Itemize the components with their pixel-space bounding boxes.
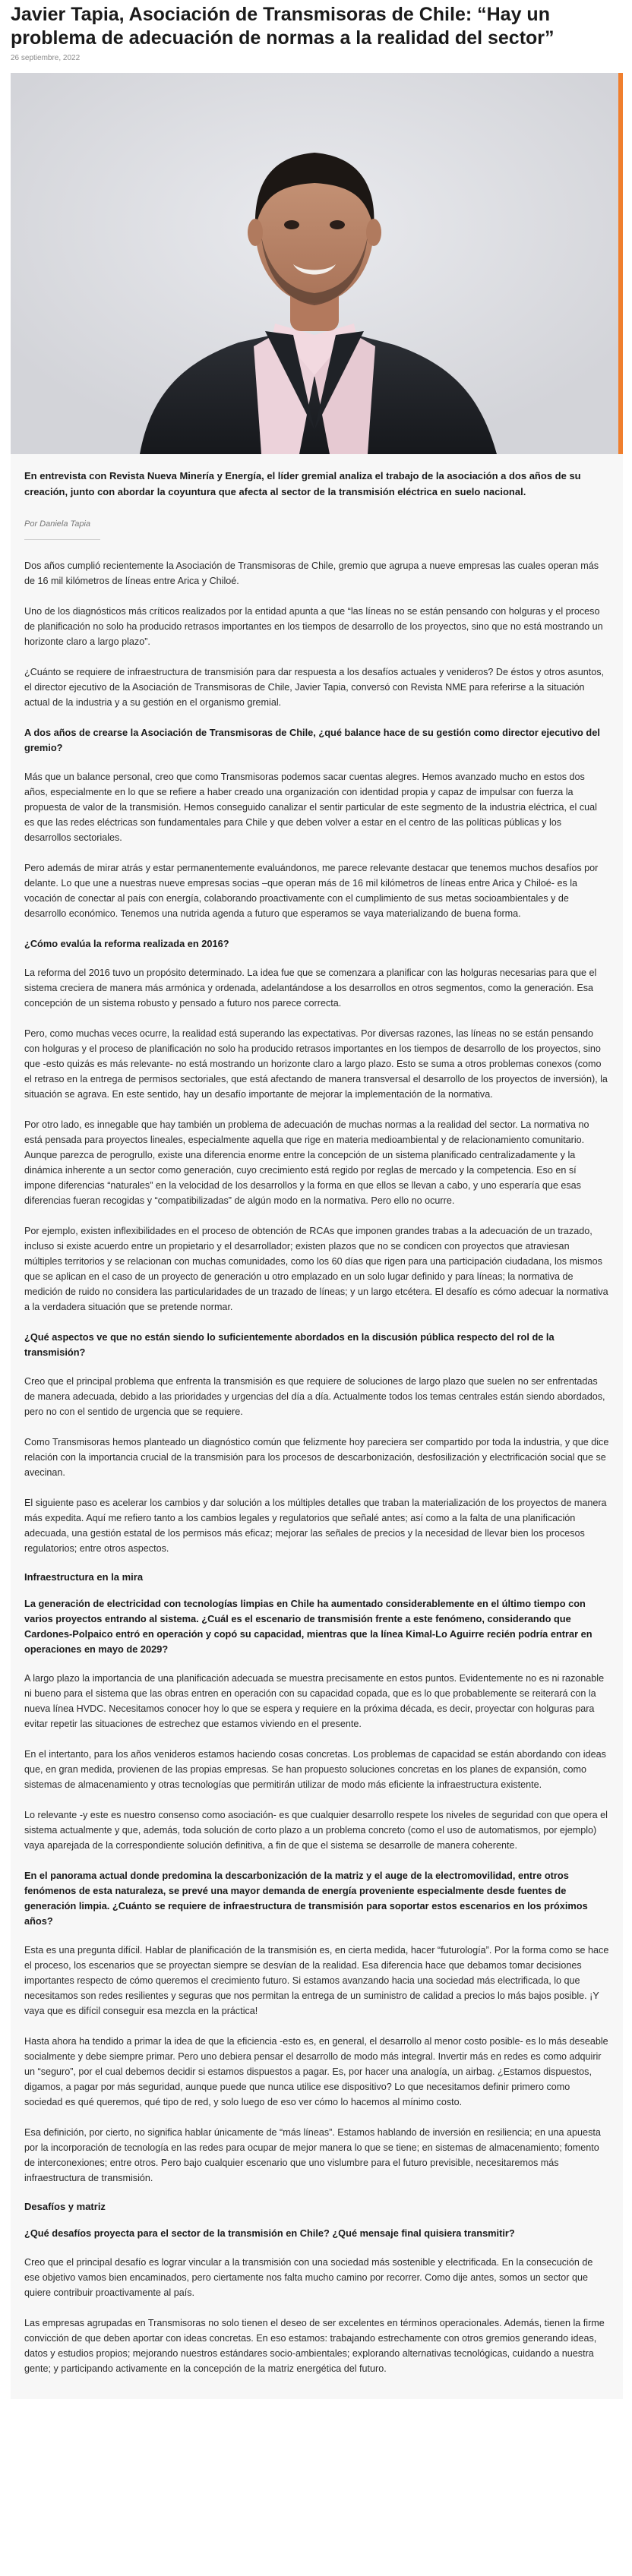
paragraph: La reforma del 2016 tuvo un propósito determinado. La idea fue que se comenzara a planificar con las holguras necesarias para que el sistema creciera de manera más armónica y ordenada, adelantándose a los desarrollos en otros segmentos, como la generación. Esa concepción de un sistema robusto y pensado a futuro nos parece correcta. (24, 968, 597, 1009)
paragraph: Pero, como muchas veces ocurre, la realidad está superando las expectativas. Por diversas razones, las líneas no se están pensando con holguras y el proceso de planificación no solo ha producido retrasos importantes en los tiempos de desarrollo de los proyectos, sino que -esto quizás es más relevante- no está mostrando un horizonte claro a largo plazo. Esto se suma a otros problemas conexos (como el retraso en la entrega de permisos sectoriales, que está afectando de manera transversal el desarrollo de los proyectos de inversión), la situación se agrava. En este sentido, hay un desafío importante de mejorar la implementación de la normativa. (24, 1028, 608, 1100)
paragraph: Creo que el principal problema que enfrenta la transmisión es que requiere de soluciones de largo plazo que suelen no ser enfrentadas de manera adecuada, debido a las prioridades y urgencias del día a día. Actualmente todos los temas centrales están siendo abordados, pero no con el sentido de urgencia que se requiere. (24, 1376, 605, 1417)
paragraph: Esta es una pregunta difícil. Hablar de planificación de la transmisión es, en cierta medida, hacer “futurología”. Por la forma como se hace el proceso, los escenarios que se proyectan siempre se desvían de la realidad. Esa diferencia hace que debamos tomar decisiones importantes respecto de cómo queremos el crecimiento futuro. Si estamos avanzando hacia una sociedad más electrificada, lo que necesitamos son redes resilientes y seguras que nos permitan la entrega de un suministro de calidad a precios lo más bajos posible. ¡Y vaya que es difícil conseguir esa mezcla en la práctica! (24, 1945, 609, 2016)
paragraph: Por ejemplo, existen inflexibilidades en el proceso de obtención de RCAs que imponen grandes trabas a la adecuación de un trazado, incluso si existe acuerdo entre un propietario y el desarrollador; existen plazos que no se condicen con proyectos que atraviesan múltiples territorios y se relacionan con muchas comunidades, como los 60 días que rigen para una participación ciudadana, los mismos que se aplican en el caso de un proyecto de generación u otro emplazado en un solo lugar definido y para líneas; la normativa de medición de ruido no considera las particularidades de un trazado de líneas; y un largo etcétera. El desafío es cómo adecuar la normativa a la verdadera situación que se pretende normar. (24, 1226, 608, 1312)
paragraph: Pero además de mirar atrás y estar permanentemente evaluándonos, me parece relevante destacar que tenemos muchos desafíos por delante. Lo que une a nuestras nueve empresas socias –que operan más de 16 mil kilómetros de líneas entre Arica y Chiloé- es la vocación de conectar al país con energía, colaborando proactivamente con el cumplimiento de sus metas socioambientales y de desarrollo económico. Tenemos una nutrida agenda a futuro que esperamos se vaya materializando de buena forma. (24, 863, 599, 919)
paragraph: Como Transmisoras hemos planteado un diagnóstico común que felizmente hoy pareciera ser compartido por toda la industria, y que dice relación con la importancia crucial de la transmisión para los procesos de descarbonización, desfosilización y electrificación social que se avecinan. (24, 1437, 609, 1478)
section-heading: Desafíos y matriz (24, 2201, 106, 2212)
article-content (24, 558, 609, 2376)
interview-question: ¿Qué aspectos ve que no están siendo lo suficientemente abordados en la discusión pública respecto del rol de la transmisión? (24, 1331, 555, 1358)
hero-photo (11, 73, 623, 454)
paragraph: Hasta ahora ha tendido a primar la idea de que la eficiencia -esto es, en general, el desarrollo al menor costo posible- es lo más deseable socialmente y debe siempre primar. Pero uno debiera pensar el desarrollo de modo más integral. Invertir más en redes es como adquirir un “seguro”, por el cual debemos decidir si estamos dispuestos a pagar. Es, por hacer una analogía, un airbag. ¿Estamos dispuestos, digamos, a pagar por más seguridad, aunque puede que nunca utilice ese dispositivo? Lo que necesitamos definir primero como sociedad es qué queremos, qué tipo de red, y solo luego de eso ver cómo lo hacemos al mínimo costo. (24, 2036, 608, 2107)
paragraph: En el intertanto, para los años venideros estamos haciendo cosas concretas. Los problemas de capacidad se están abordando con ideas que, en gran medida, provienen de las propias empresas. Se han propuesto soluciones concretas en los planes de expansión, como sistemas de almacenamiento y otras tecnologías que permitirán utilizar de modo más eficiente la infraestructura existente. (24, 1749, 606, 1790)
article-lead: En entrevista con Revista Nueva Minería y Energía, el líder gremial analiza el trabajo de la asociación a dos años de su creación, junto con abordar la coyuntura que afecta al sector de la transmisión eléctrica en suelo nacional. (24, 470, 581, 497)
paragraph: Uno de los diagnósticos más críticos realizados por la entidad apunta a que “las líneas no se están pensando con holguras y el proceso de planificación no solo ha producido retrasos importantes en los tiempos de desarrollo de los proyectos, sino que no está mostrando un horizonte claro a largo plazo”. (24, 606, 603, 647)
paragraph: Lo relevante -y este es nuestro consenso como asociación- es que cualquier desarrollo respete los niveles de seguridad con que opera el sistema actualmente y que, además, toda solución de corto plazo a un problema concreto (como el uso de automatismos, por ejemplo) vaya aparejada de la correspondiente solución definitiva, a fin de que el sistema se desarrolle de manera coherente. (24, 1810, 608, 1851)
paragraph: Las empresas agrupadas en Transmisoras no solo tienen el deseo de ser excelentes en términos operacionales. Además, tienen la firme convicción de que deben aportar con ideas concretas. En eso estamos: trabajando estrechamente con otros gremios generando ideas, datos y estudios propios; mejorando nuestros estándares socio-ambientales; explorando alternativas tecnológicas, cuidando a nuestra gente; y participando activamente en la concepción de la matriz energética del futuro. (24, 2318, 605, 2374)
author-byline: Por Daniela Tapia (24, 519, 91, 529)
portrait-illustration (11, 73, 618, 454)
interview-question: En el panorama actual donde predomina la descarbonización de la matriz y el auge de la electromovilidad, entre otros fenómenos de esta naturaleza, se prevé una mayor demanda de energía proveniente especialmente desde fuentes de generación limpia. ¿Cuánto se requiere de infraestructura de transmisión para soportar estos escenarios en los próximos años? (24, 1870, 588, 1927)
interview-question: ¿Qué desafíos proyecta para el sector de la transmisión en Chile? ¿Qué mensaje final quisiera transmitir? (24, 2227, 515, 2239)
paragraph: Más que un balance personal, creo que como Transmisoras podemos sacar cuentas alegres. Hemos avanzado mucho en estos dos años, especialmente en lo que se refiere a haber creado una organización con identidad propia y capaz de impulsar con fuerza la propuesta de valor de la transmisión. Hemos conseguido canalizar el sentir particular de este segmento de la industria eléctrica, el cual es que las redes eléctricas son fundamentales para Chile y que deben volver a estar en el centro de las políticas públicas y los desarrollos sectoriales. (24, 772, 597, 843)
paragraph: ¿Cuánto se requiere de infraestructura de transmisión para dar respuesta a los desafíos actuales y venideros? De éstos y otros asuntos, el director ejecutivo de la Asociación de Transmisoras de Chile, Javier Tapia, conversó con Revista NME para referirse a la situación actual de la industria y a su gestión en el organismo gremial. (24, 667, 605, 708)
interview-question: ¿Cómo evalúa la reforma realizada en 2016? (24, 938, 229, 949)
interview-question: A dos años de crearse la Asociación de Transmisoras de Chile, ¿qué balance hace de su gestión como director ejecutivo del gremio? (24, 727, 600, 753)
byline-divider (24, 539, 100, 540)
interview-question: La generación de electricidad con tecnologías limpias en Chile ha aumentado considerablemente en el último tiempo con varios proyectos entrando al sistema. ¿Cuál es el escenario de transmisión frente a este fenómeno, considerando que Cardones-Polpaico entró en operación y copó su capacidad, mientras que la línea Kimal-Lo Aguirre recién podría entrar en operaciones en mayo de 2029? (24, 1598, 592, 1655)
paragraph: Creo que el principal desafío es lograr vincular a la transmisión con una sociedad más sostenible y electrificada. En la consecución de ese objetivo vamos bien encaminados, pero ciertamente nos falta mucho camino por recorrer. Como dije antes, somos un sector que quiere contribuir proactivamente al país. (24, 2257, 593, 2298)
paragraph: Dos años cumplió recientemente la Asociación de Transmisoras de Chile, gremio que agrupa a nueve empresas las cuales operan más de 16 mil kilómetros de líneas entre Arica y Chiloé. (24, 560, 599, 586)
orange-accent-bar (618, 73, 623, 454)
article-body (11, 454, 623, 2399)
article-date: 26 septiembre, 2022 (11, 54, 81, 62)
section-heading: Infraestructura en la mira (24, 1571, 144, 1583)
paragraph: El siguiente paso es acelerar los cambios y dar solución a los múltiples detalles que traban la materialización de los proyectos de manera más expedita. Aquí me refiero tanto a los cambios legales y regulatorios que señalé antes; así como a la falta de una planificación adecuada, una gestión estatal de los permisos más eficaz; mejorar las señales de precios y la necesidad de llevar bien los procesos regulatorios; entre otros aspectos. (24, 1498, 607, 1554)
paragraph: Esa definición, por cierto, no significa hablar únicamente de “más líneas”. Estamos hablando de inversión en resiliencia; en una apuesta por la incorporación de tecnología en las redes para ocupar de mejor manera lo que se tiene; en sistemas de almacenamiento; fomento de interconexiones; entre otros. Pero bajo cualquier escenario que uno vislumbre para el futuro previsible, necesitaremos más infraestructura de transmisión. (24, 2127, 601, 2183)
paragraph: Por otro lado, es innegable que hay también un problema de adecuación de muchas normas a la realidad del sector. La normativa no está pensada para proyectos lineales, especialmente aquella que rige en materia medioambiental y de relacionamiento comunitario. Aunque parezca de perogrullo, existe una diferencia enorme entre la concepción de un sistema planificado centralizadamente y la dinámica inherente a un sector como generación, cuyo crecimiento está regido por reglas de mercado y la competencia. Eso en sí impone diferencias “naturales” en la velocidad de los desarrollos y la forma en que ellos se llevan a cabo, y uno esperaría que esas diferencias fueran recogidas y “compatibilizadas” de algún modo en la normativa. Pero ello no ocurre. (24, 1119, 589, 1206)
article-title: Javier Tapia, Asociación de Transmisoras de Chile: “Hay un problema de adecuación de normas a la realidad del sector” (11, 4, 555, 49)
paragraph: A largo plazo la importancia de una planificación adecuada se muestra precisamente en estos puntos. Evidentemente no es ni razonable ni bueno para el sistema que las obras entren en operación con su capacidad copada, que es lo que probablemente se reiterará con la nueva línea HVDC. Necesitamos conocer hoy lo que se espera y requiere en la próxima década, es decir, proyectar con holguras para evitar repetir las situaciones de estrechez que estamos viviendo en el presente. (24, 1673, 605, 1729)
